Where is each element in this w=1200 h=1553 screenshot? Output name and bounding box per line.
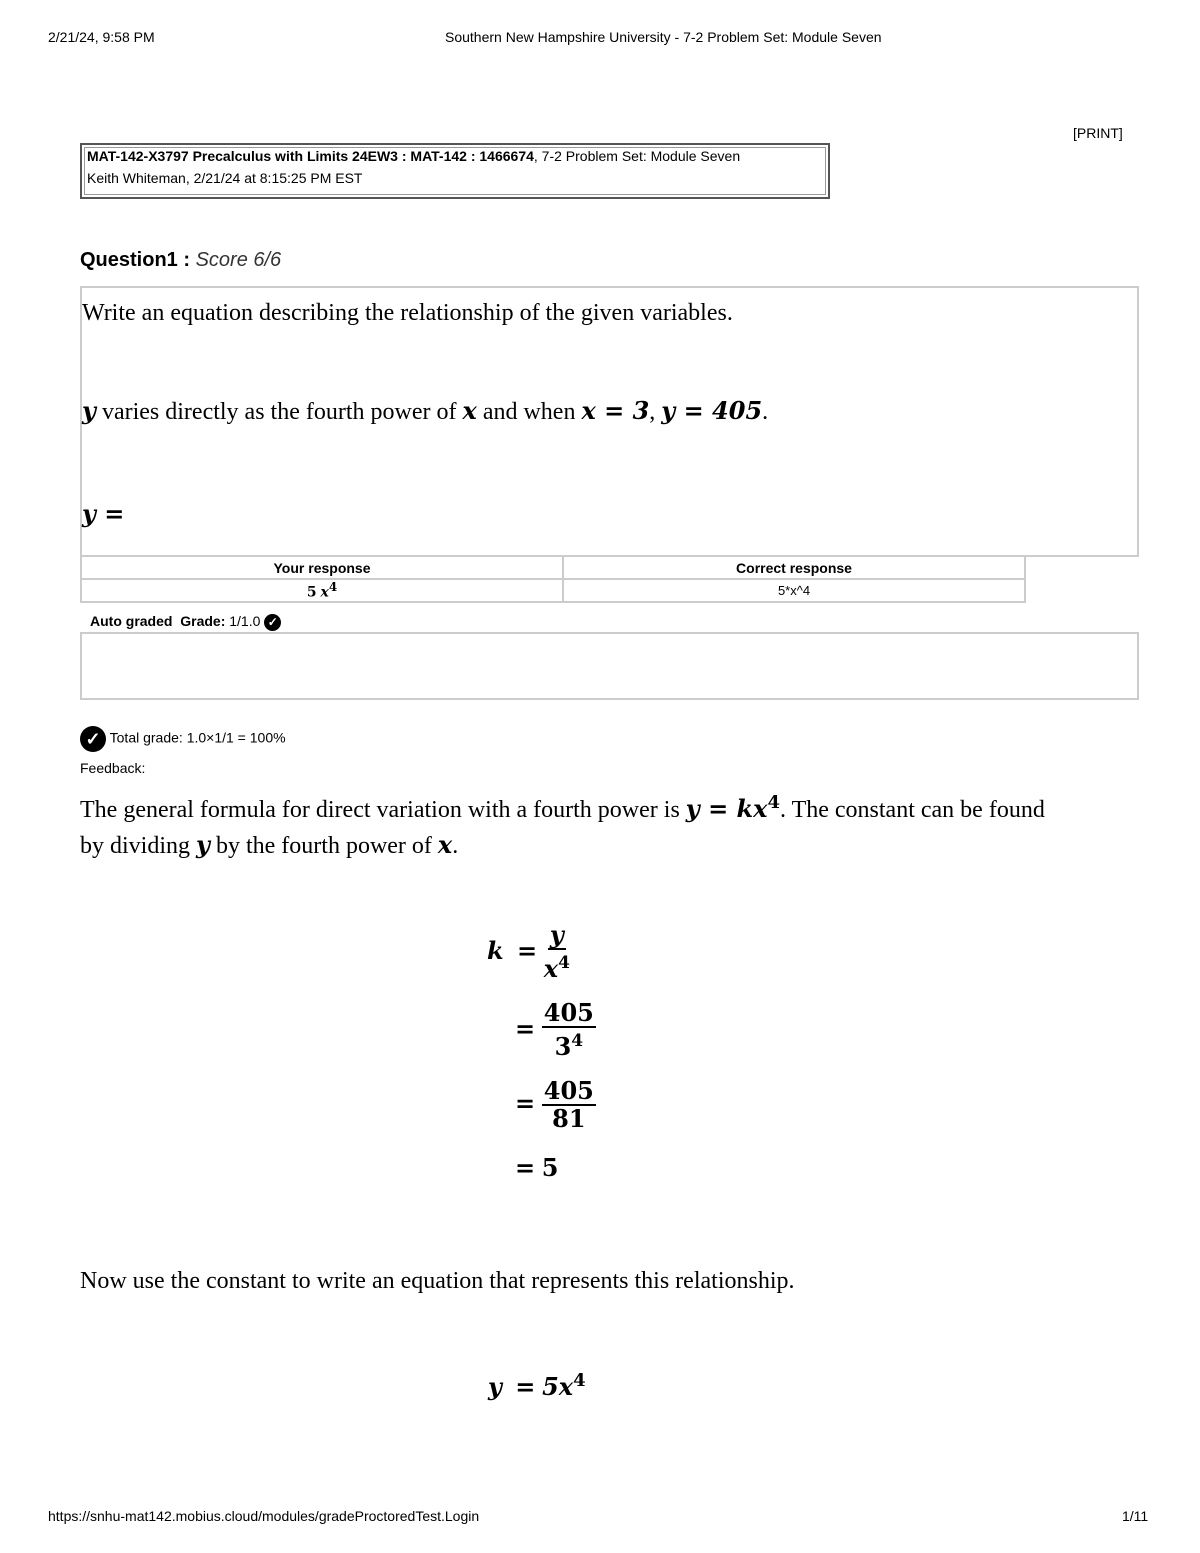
text: by dividing [80,833,197,859]
exp: 4 [328,580,338,595]
denominator: x [543,954,559,983]
numerator: y [549,920,564,949]
question-statement [82,396,768,426]
denominator: 3 [554,1032,572,1061]
question-heading [80,249,281,272]
exp: 4 [573,1370,586,1391]
answer-lhs: y = [82,499,125,528]
your-response-cell [81,579,563,602]
math-y: y [196,830,210,859]
text: , [649,399,662,425]
text: . [452,833,459,859]
lhs: y [488,1372,502,1401]
grading-line [90,613,281,631]
denominator: 81 [552,1104,586,1133]
text: . [762,399,769,425]
print-link[interactable]: [PRINT] [1073,125,1123,141]
eq: = [515,1013,536,1043]
text: varies directly as the fourth power of [95,399,463,425]
rhs: 5x [542,1372,574,1401]
feedback-paragraph-2 [80,830,458,860]
page-number: 1/11 [1122,1508,1149,1524]
eq: = [515,1372,536,1401]
coef: 5 [306,584,317,601]
exp: 4 [571,1031,584,1051]
step-2 [515,1000,596,1061]
numerator: 405 [543,998,594,1027]
question-prompt: Write an equation describing the relationship of the given variables. [82,300,733,326]
comment-box [80,632,1139,700]
print-url: https://snhu-mat142.mobius.cloud/modules/gradeProctoredTest.Login [48,1508,480,1524]
math-y: y [82,396,96,425]
numerator: 405 [543,1076,594,1105]
grade-value: 1/1.0 [229,613,261,629]
math-y-eq: y = 405 [661,396,763,425]
step-3 [515,1078,596,1132]
course-title: MAT-142-X3797 Precalculus with Limits 24EW3 : MAT-142 : 1466674 [87,148,534,164]
step-1 [487,922,570,983]
text: and when [476,399,582,425]
grade-label: Grade: [180,613,226,629]
eq: = [515,1153,536,1182]
math-exp: 4 [767,792,781,813]
feedback-label: Feedback: [80,760,146,776]
question-label: Question1 : [80,249,191,271]
print-datetime: 2/21/24, 9:58 PM [48,29,155,45]
check-circle-icon: ✓ [264,614,281,631]
correct-response-cell: 5*x^4 [563,579,1025,602]
text: by the fourth power of [209,833,438,859]
student-info: Keith Whiteman, 2/21/24 at 8:15:25 PM EST [87,170,363,186]
question-score: Score 6/6 [195,249,282,271]
math-x: x [462,396,477,425]
header-your-response: Your response [81,556,563,579]
final-equation [488,1370,586,1402]
text: . The constant can be found [780,797,1045,823]
math-x-eq: x = 3 [581,396,650,425]
print-title: Southern New Hampshire University - 7-2 Problem Set: Module Seven [445,29,882,45]
total-grade: Total grade: 1.0×1/1 = 100% [109,729,286,746]
check-circle-icon: ✓ [80,726,106,752]
assignment-name: , 7-2 Problem Set: Module Seven [533,148,741,164]
total-grade-line [80,726,286,752]
question-box [80,286,1139,557]
feedback-paragraph-3: Now use the constant to write an equation that represents this relationship. [80,1268,795,1294]
feedback-paragraph-1 [80,792,1150,824]
header-correct-response: Correct response [563,556,1025,579]
assignment-info-box [80,143,830,199]
math-x: x [437,830,453,859]
auto-graded-label: Auto graded [90,613,173,629]
value: 5 [541,1153,559,1182]
text: The general formula for direct variation with a fourth power is [80,797,686,823]
step-4 [515,1153,558,1183]
exp: 4 [558,953,570,973]
var: x [320,584,329,601]
eq: = [516,935,538,965]
eq: = [515,1088,536,1118]
response-table [80,555,1026,603]
math-formula: y = kx [685,794,768,823]
lhs: k [487,935,504,965]
